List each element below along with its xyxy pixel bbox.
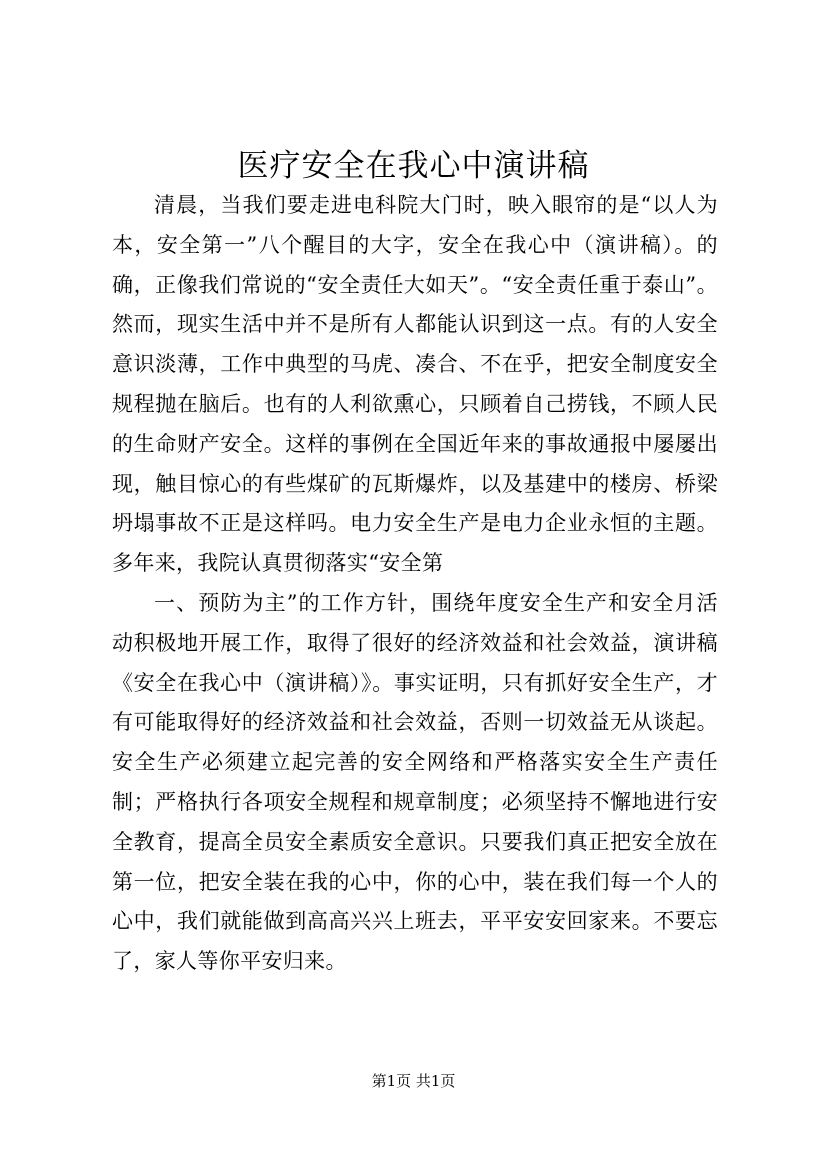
paragraph-1: 清晨，当我们要走进电科院大门时，映入眼帘的是“以人为本，安全第一”八个醒目的大字，安全在我心中（演讲稿）。的确，正像我们常说的“安全责任大如天”。“安全责任重于泰山”。然而，现实生活中并不是所有人都能认识到这一点。有的人安全意识淡薄，工作中典型的马虎、凑合、不在乎，把安全制度安全规程抛在脑后。也有的人利欲熏心，只顾着自己捞钱，不顾人民的生命财产安全。这样的事例在全国近年来的事故通报中屡屡出现，触目惊心的有些煤矿的瓦斯爆炸，以及基建中的楼房、桥梁坍塌事故不正是这样吗。电力安全生产是电力企业永恒的主题。多年来，我院认真贯彻落实“安全第 [112, 193, 718, 576]
document-body [112, 186, 718, 982]
paragraph-2: 一、预防为主”的工作方针，围绕年度安全生产和安全月活动积极地开展工作，取得了很好的经济效益和社会效益，演讲稿《安全在我心中（演讲稿）》。事实证明，只有抓好安全生产，才有可能取得好的经济效益和社会效益，否则一切效益无从谈起。安全生产必须建立起完善的安全网络和严格落实安全生产责任制；严格执行各项安全规程和规章制度；必须坚持不懈地进行安全教育，提高全员安全素质安全意识。只要我们真正把安全放在第一位，把安全装在我的心中，你的心中，装在我们每一个人的心中，我们就能做到高高兴兴上班去，平平安安回家来。不要忘了，家人等你平安归来。 [112, 590, 718, 974]
page-footer: 第1页 共1页 [371, 1072, 456, 1090]
document-title: 医疗安全在我心中演讲稿 [237, 148, 590, 184]
